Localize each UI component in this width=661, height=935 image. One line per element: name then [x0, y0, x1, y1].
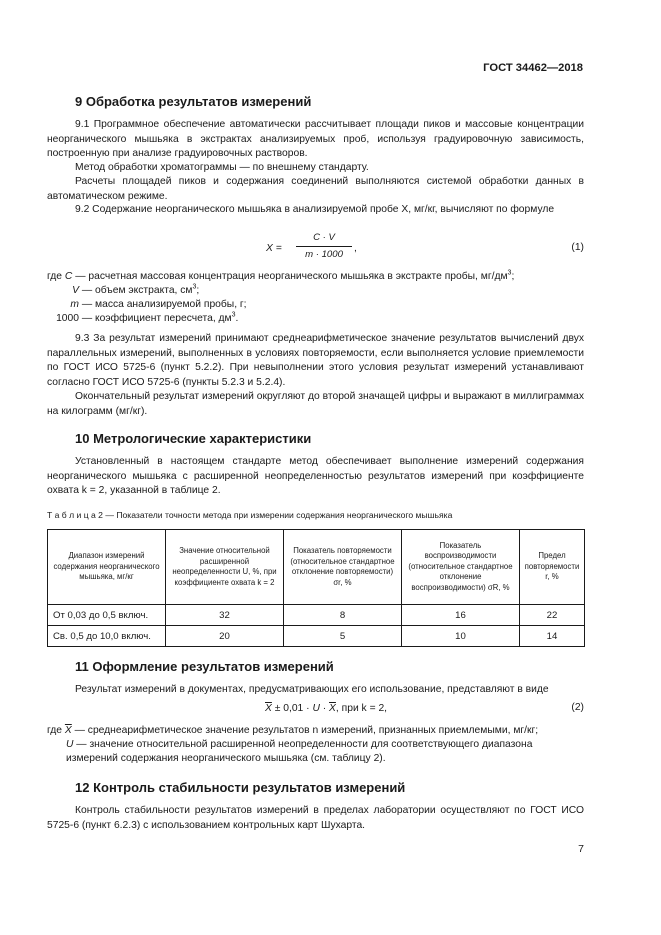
- paragraph-final: Окончательный результат измерений округляют до второй значащей цифры и выражают в миллиграммах на килограмм (мг/кг).: [47, 391, 584, 417]
- formula-1-lhs: X =: [266, 243, 282, 254]
- def-c-end: ;: [511, 271, 515, 282]
- table-cell: 20: [166, 626, 284, 647]
- def-c-symbol: C: [64, 271, 73, 282]
- def-m-symbol: m: [70, 299, 79, 310]
- def-v-text: — объем экстракта, см: [79, 285, 193, 296]
- formula-2-dot: ·: [319, 703, 330, 714]
- where-label: где: [47, 725, 63, 736]
- def-c-sup: 3: [507, 269, 512, 277]
- def-1000-text: — коэффициент пересчета, дм: [79, 313, 232, 324]
- def-u-text: — значение относительной расширенной неопределенности для соответствующего диапазона: [73, 739, 533, 750]
- def-u: [66, 738, 532, 752]
- section-9-title: 9 Обработка результатов измерений: [75, 94, 312, 109]
- formula-1-tail: ,: [354, 243, 357, 254]
- def-x-text: — среднеарифметическое значение результатов n измерений, признанных приемлемыми, мг/кг;: [71, 725, 539, 736]
- def-v-sup: 3: [192, 283, 197, 291]
- section-10-title: 10 Метрологические характеристики: [75, 431, 312, 446]
- section-12-title: 12 Контроль стабильности результатов измерений: [75, 780, 406, 795]
- paragraph-9-3: 9.3 За результат измерений принимают среднеарифметическое значение результатов вычислений двух параллельных измерений, выполненных в условиях повторяемости, если выполняется условие приемлемости по ГОСТ ИСО 5725-6 (пункт 5.2.2). При невыполнении этого условия результат измерений устанавливают согласно ГОСТ ИСО 5725-6 (пункты 5.2.3 и 5.2.4).: [47, 333, 584, 388]
- table-cell: 10: [402, 626, 520, 647]
- formula-2-u: U: [312, 703, 320, 714]
- page-number: 7: [578, 843, 584, 855]
- table-cell: Св. 0,5 до 10,0 включ.: [48, 626, 166, 647]
- table-cell: От 0,03 до 0,5 включ.: [48, 605, 166, 626]
- def-x-symbol: $\overline{X}$: [64, 725, 72, 736]
- formula-2-body: [265, 702, 387, 716]
- formula-2-number: (2): [571, 702, 584, 713]
- def-m-text: — масса анализируемой пробы, г;: [79, 299, 247, 310]
- table-cell: 16: [402, 605, 520, 626]
- table-cell: 22: [520, 605, 585, 626]
- def-v: [47, 284, 199, 298]
- table-header: Предел повторяемости r, %: [520, 530, 585, 605]
- precision-table: [47, 529, 585, 647]
- def-v-symbol: V: [72, 285, 79, 296]
- formula-2-x: $\overline{X}$: [265, 703, 272, 714]
- paragraph-12: Контроль стабильности результатов измерений в пределах лаборатории осуществляют по ГОСТ ИСО 5725-6 (пункт 6.2.3) с использованием контрольных карт Шухарта.: [47, 805, 584, 831]
- table-caption: Т а б л и ц а 2 — Показатели точности метода при измерении содержания неорганического мышьяка: [47, 510, 453, 520]
- paragraph-calc: Расчеты площадей пиков и содержания соединений выполняются системой обработки данных в автоматическом режиме.: [47, 176, 584, 202]
- section-11-title: 11 Оформление результатов измерений: [75, 659, 334, 674]
- def-u-cont: измерений содержания неорганического мышьяка (см. таблицу 2).: [66, 753, 386, 764]
- table-cell: 5: [284, 626, 402, 647]
- formula-1-numerator: C · V: [313, 232, 335, 243]
- table-header: Значение относительной расширенной неопределенности U, %, при коэффициенте охвата k = 2: [166, 530, 284, 605]
- def-1000-sup: 3: [231, 311, 236, 319]
- def-u-symbol: U: [66, 739, 74, 750]
- formula-2-mid: ± 0,01 ·: [271, 703, 313, 714]
- where-label: где: [47, 271, 63, 282]
- table-cell: 8: [284, 605, 402, 626]
- formula-1-denominator: m · 1000: [305, 249, 343, 260]
- document-id: ГОСТ 34462—2018: [483, 62, 583, 74]
- def-c: [47, 270, 514, 284]
- def-x: [47, 724, 538, 738]
- table-cell: 32: [166, 605, 284, 626]
- def-1000-end: .: [235, 313, 239, 324]
- fraction-bar: [296, 246, 352, 247]
- def-m: [47, 298, 247, 312]
- formula-2-cond: , при k = 2,: [335, 703, 388, 714]
- paragraph-10: Установленный в настоящем стандарте метод обеспечивает выполнение измерений содержания неорганического мышьяка с расширенной неопределенностью результатов измерений при коэффициенте охвата k = 2, указанной в таблице 2.: [47, 456, 584, 496]
- def-c-text: — расчетная массовая концентрация неорганического мышьяка в экстракте пробы, мг/дм: [72, 271, 508, 282]
- def-v-end: ;: [196, 285, 200, 296]
- paragraph-11: Результат измерений в документах, предусматривающих его использование, представляют в виде: [75, 684, 549, 695]
- table-row: [48, 605, 585, 626]
- def-1000: [47, 312, 238, 326]
- table-cell: 14: [520, 626, 585, 647]
- def-1000-symbol: 1000: [56, 313, 79, 324]
- formula-1-number: (1): [571, 242, 584, 253]
- paragraph-method: Метод обработки хроматограммы — по внешнему стандарту.: [75, 162, 369, 173]
- table-header: Диапазон измерений содержания неорганического мышьяка, мг/кг: [48, 530, 166, 605]
- table-header: Показатель воспроизводимости (относительное стандартное отклонение воспроизводимости) σR, %: [402, 530, 520, 605]
- formula-2-x2: $\overline{X}$: [329, 703, 336, 714]
- paragraph-9-1: 9.1 Программное обеспечение автоматически рассчитывает площади пиков и массовые концентрации неорганического мышьяка в экстрактах анализируемых проб, используя градуировочную зависимость, построенную при анализе градуировочных растворов.: [47, 119, 584, 159]
- table-header: Показатель повторяемости (относительное стандартное отклонение повторяемости) σr, %: [284, 530, 402, 605]
- paragraph-9-2: 9.2 Содержание неорганического мышьяка в анализируемой пробе X, мг/кг, вычисляют по формуле: [75, 204, 555, 215]
- table-row: [48, 626, 585, 647]
